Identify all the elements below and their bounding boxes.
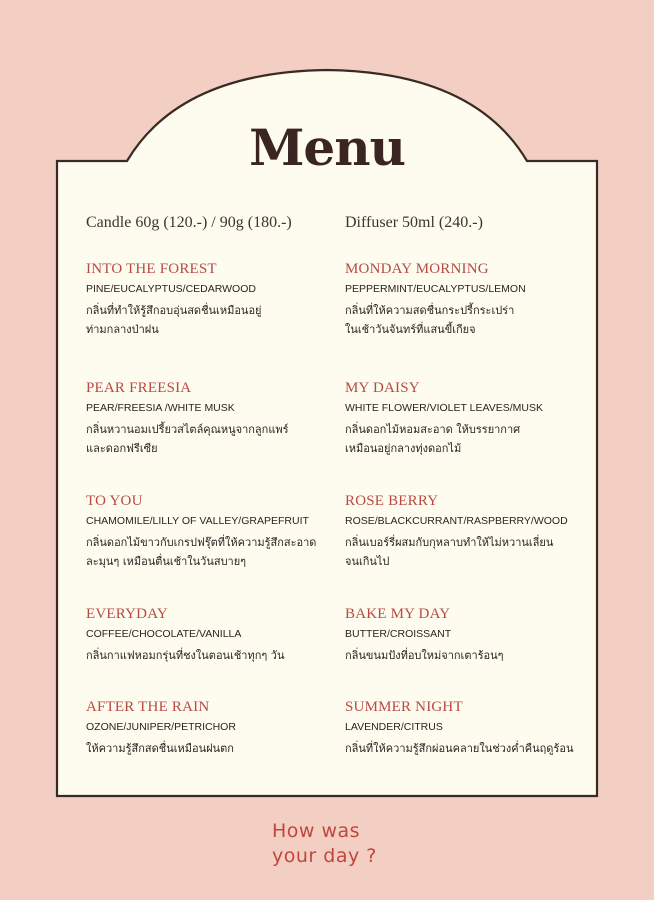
item-notes: OZONE/JUNIPER/PETRICHOR [86,721,236,733]
menu-item [86,698,341,758]
item-notes: PEAR/FREESIA /WHITE MUSK [86,402,235,414]
item-description: กลิ่นกาแฟหอมกรุ่นที่ชงในตอนเช้าทุกๆ วัน [86,649,285,662]
item-notes: PINE/EUCALYPTUS/CEDARWOOD [86,283,256,295]
item-name: MY DAISY [345,380,420,396]
item-notes: BUTTER/CROISSANT [345,628,452,640]
item-notes: PEPPERMINT/EUCALYPTUS/LEMON [345,283,526,295]
item-description: กลิ่นดอกไม้หอมสะอาด ให้บรรยากาศ เหมือนอยู่กลางทุ่งดอกไม้ [345,423,521,455]
item-description: กลิ่นที่ทำให้รู้สึกอบอุ่นสดชื่นเหมือนอยู่ ท่ามกลางป่าฝน [86,304,262,336]
item-name: BAKE MY DAY [345,606,451,622]
item-description: กลิ่นที่ให้ความรู้สึกผ่อนคลายในช่วงค่ำคืนฤดูร้อน [345,742,574,755]
page-title: Menu [249,118,405,177]
menu-item [345,492,600,571]
item-description: ให้ความรู้สึกสดชื่นเหมือนฝนตก [86,742,234,755]
item-notes: ROSE/BLACKCURRANT/RASPBERRY/WOOD [345,515,568,527]
tagline-line-2: your day ? [272,845,377,867]
item-description: กลิ่นดอกไม้ขาวกับเกรปฟรุ๊ตที่ให้ความรู้สึกสะอาด ละมุนๆ เหมือนตื่นเช้าในวันสบายๆ [86,536,317,568]
item-notes: CHAMOMILE/LILLY OF VALLEY/GRAPEFRUIT [86,515,309,527]
tagline [272,819,377,869]
menu-item [86,605,341,665]
item-name: PEAR FREESIA [86,380,192,396]
menu-item [345,379,600,458]
item-name: TO YOU [86,493,143,509]
item-notes: COFFEE/CHOCOLATE/VANILLA [86,628,242,640]
candle-price-label: Candle 60g (120.-) / 90g (180.-) [86,214,292,231]
menu-item [345,698,600,758]
item-name: SUMMER NIGHT [345,699,463,715]
item-description: กลิ่นขนมปังที่อบใหม่จากเตาร้อนๆ [345,649,504,662]
item-description: กลิ่นที่ให้ความสดชื่นกระปรี้กระเปร่า ในเช้าวันจันทร์ที่แสนขี้เกียจ [345,304,515,336]
item-name: EVERYDAY [86,606,168,622]
menu-item [86,492,341,571]
item-description: กลิ่นหวานอมเปรี้ยวสไตล์คุณหนูจากลูกแพร์ และดอกฟรีเซีย [86,423,289,455]
item-notes: LAVENDER/CITRUS [345,721,443,733]
item-description: กลิ่นเบอร์รี่ผสมกับกุหลาบทำให้ไม่หวานเลี่ยน จนเกินไป [345,536,554,568]
menu-item [345,605,600,665]
tagline-line-1: How was [272,820,361,842]
item-name: AFTER THE RAIN [86,699,210,715]
diffuser-price-label: Diffuser 50ml (240.-) [345,214,483,231]
item-name: MONDAY MORNING [345,261,489,277]
menu-item [86,260,341,339]
item-name: INTO THE FOREST [86,261,217,277]
menu-item [345,260,600,339]
item-name: ROSE BERRY [345,493,439,509]
menu-item [86,379,341,458]
item-notes: WHITE FLOWER/VIOLET LEAVES/MUSK [345,402,543,414]
